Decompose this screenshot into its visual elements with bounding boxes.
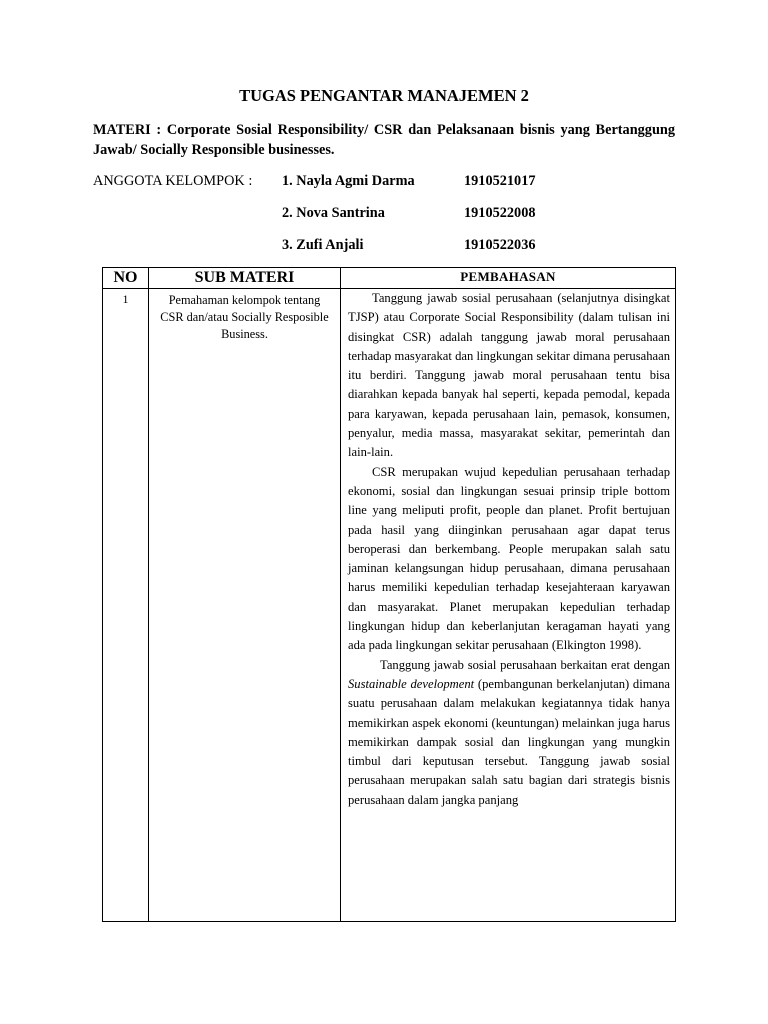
member-nim: 1910522008 (464, 205, 536, 221)
pembahasan-paragraph: Tanggung jawab sosial perusahaan (selanjutnya disingkat TJSP) atau Corporate Social Responsibility (dalam tulisan ini disingkat CSR) adalah tanggung jawab moral perusahaan terhadap masyarakat dan lingkungan sekitar dimana perusahaan itu berdiri. Tanggung jawab moral perusahaan tentu bisa diarahkan kepada banyak hal seperti, kepada pemodal, kepada para karyawan, kepada perusahaan lain, pemasok, konsumen, penyalur, media massa, masyarakat sekitar, pemerintah dan lain-lain. (348, 291, 670, 460)
member-name: 2. Nova Santrina (282, 205, 385, 221)
member-name: 3. Zufi Anjali (282, 237, 364, 253)
header-no: NO (103, 268, 149, 289)
member-row (93, 237, 683, 257)
cell-sub-materi: Pemahaman kelompok tentang CSR dan/atau Socially Resposible Business. (149, 289, 341, 922)
member-nim: 1910521017 (464, 173, 536, 189)
materi-text: MATERI : Corporate Sosial Responsibility/ CSR dan Pelaksanaan bisnis yang Bertanggung Jawab/ Socially Responsible businesses. (93, 122, 675, 158)
table-row (103, 289, 676, 922)
member-row (93, 173, 683, 193)
document-title: TUGAS PENGANTAR MANAJEMEN 2 (239, 86, 529, 105)
member-nim: 1910522036 (464, 237, 536, 253)
header-pembahasan: PEMBAHASAN (341, 268, 676, 289)
italic-term: Sustainable development (348, 676, 475, 691)
paragraph-text: (pembangunan berkelanjutan) dimana suatu perusahaan dalam melakukan kegiatannya tidak hanya memikirkan aspek ekonomi (keuntungan) melainkan juga harus memikirkan dampak sosial dan lingkungan yang mungkin timbul dari keputusan tersebut. Tanggung jawab sosial perusahaan merupakan salah satu bagian dari strategis bisnis perusahaan dalam jangka panjang (348, 676, 671, 807)
cell-pembahasan (341, 289, 676, 922)
anggota-label: ANGGOTA KELOMPOK : (93, 173, 253, 189)
paragraph-text: Tanggung jawab sosial perusahaan berkaitan erat dengan (380, 657, 670, 672)
table-header-row (103, 268, 676, 289)
pembahasan-paragraph (348, 656, 670, 810)
cell-no: 1 (103, 289, 149, 922)
pembahasan-paragraph: CSR merupakan wujud kepedulian perusahaan terhadap ekonomi, sosial dan lingkungan sesuai prinsip triple bottom line yang meliputi profit, people dan planet. Profit bertujuan pada hasil yang diinginkan perusahaan agar dapat terus beroperasi dan berkembang. People merupakan salah satu jaminan kelangsungan hidup perusahaan, dimana perusahaan harus memiliki kepedulian terhadap kesejahteraan karyawan dan masyarakat. Planet merupakan kepedulian terhadap lingkungan hidup dan keberlanjutan keragaman hayati yang ada pada lingkungan sekitar perusahaan (Elkington 1998). (348, 464, 670, 653)
member-row (93, 205, 683, 225)
header-sub-materi: SUB MATERI (149, 268, 341, 289)
materi-table (102, 267, 676, 922)
member-name: 1. Nayla Agmi Darma (282, 173, 415, 189)
